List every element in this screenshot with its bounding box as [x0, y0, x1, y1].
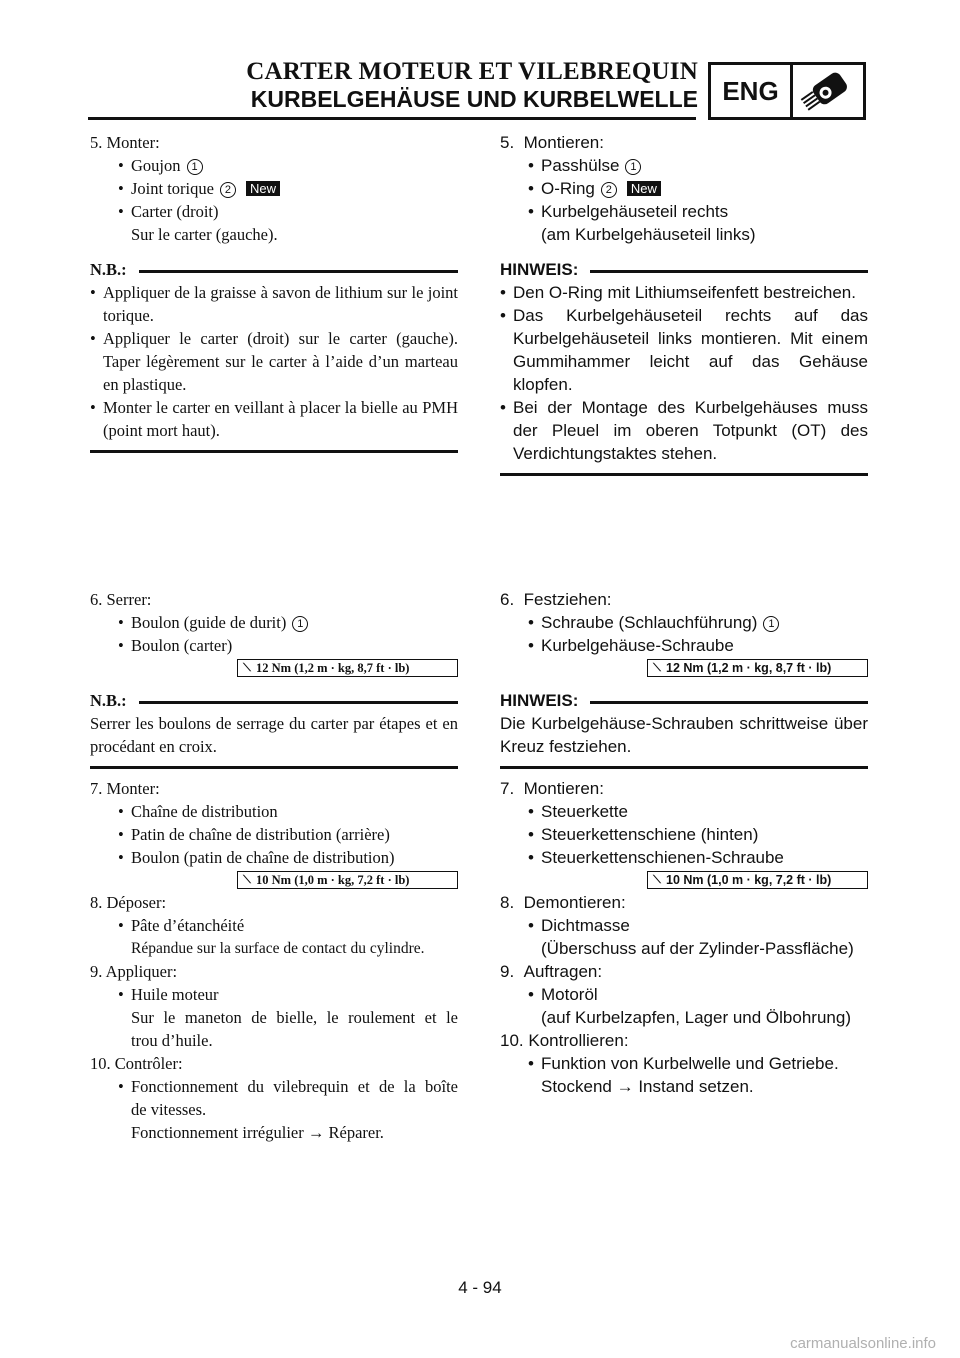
note-item: • Bei der Montage des Kurbelgehäuses muss der Pleuel im oberen Totpunkt (OT) des Verdichtungstaktes stehen. [500, 396, 868, 465]
de-note-2-end-rule [500, 766, 868, 769]
fr-step-9: 9. Appliquer: [90, 962, 178, 981]
fr-step-10-sub: Fonctionnement irrégulier → Réparer. [131, 1123, 384, 1142]
fr-step-5: 5. Monter: [90, 133, 160, 152]
de-step-9-sub: (auf Kurbelzapfen, Lager und Ölbohrung) [541, 1008, 851, 1027]
de-step-8-item: • Dichtmasse [500, 914, 868, 937]
note-item: • Den O-Ring mit Lithiumseifenfett bestreichen. [500, 281, 868, 304]
fr-step-6: 6. Serrer: [90, 590, 152, 609]
header-rule [88, 117, 696, 120]
torque-spec: ⟍ 12 Nm (1,2 m · kg, 8,7 ft · lb) [237, 659, 458, 677]
callout-1-icon: 1 [625, 159, 641, 175]
note-item: • Monter le carter en veillant à placer la bielle au PMH (point mort haut). [90, 396, 458, 442]
de-step-6: 6. Festziehen: [500, 590, 612, 609]
note-item: • Appliquer le carter (droit) sur le carter (gauche). Taper légèrement sur le carter à l’aide d’un marteau en plastique. [90, 327, 458, 396]
de-step-10-item: • Funktion von Kurbelwelle und Getriebe. [500, 1052, 868, 1075]
de-step-6-item: • Schraube (Schlauchführung) 1 [500, 611, 868, 634]
callout-2-icon: 2 [220, 182, 236, 198]
de-step-8: 8. Demontieren: [500, 893, 626, 912]
fr-note-1-body [90, 281, 458, 442]
fr-note-2-end-rule [90, 766, 458, 769]
torque-wrench-icon: ⟍ [653, 873, 661, 886]
fr-note-2-header: N.B.: [90, 689, 458, 712]
callout-1-icon: 1 [187, 159, 203, 175]
de-note-1-body [500, 281, 868, 465]
de-step-5-item: • Passhülse 1 [500, 154, 868, 177]
fr-block-1 [90, 131, 458, 453]
torque-spec: ⟍ 10 Nm (1,0 m · kg, 7,2 ft · lb) [647, 871, 868, 889]
callout-1-icon: 1 [763, 616, 779, 632]
torque-wrench-icon: ⟍ [653, 661, 661, 674]
de-step-9-item: • Motoröl [500, 983, 868, 1006]
fr-step-10: 10. Contrôler: [90, 1054, 183, 1073]
torque-wrench-icon: ⟍ [243, 873, 251, 886]
torque-wrench-icon: ⟍ [243, 661, 251, 674]
fr-step-9-item: • Huile moteur [90, 983, 458, 1006]
fr-step-7-item: • Patin de chaîne de distribution (arrière) [90, 823, 458, 846]
de-step-5-sub: (am Kurbelgehäuseteil links) [541, 225, 756, 244]
new-part-badge: New [246, 181, 280, 196]
fr-step-9-sub: Sur le maneton de bielle, le roulement et le [131, 1008, 458, 1027]
eng-label: ENG [711, 65, 793, 117]
fr-step-8-sub: Répandue sur la surface de contact du cylindre. [131, 940, 425, 957]
torque-spec: ⟍ 12 Nm (1,2 m · kg, 8,7 ft · lb) [647, 659, 868, 677]
de-step-5-item: • O-Ring 2 New [500, 177, 868, 200]
de-step-7-item: • Steuerkettenschiene (hinten) [500, 823, 868, 846]
de-step-7-item: • Steuerkettenschienen-Schraube [500, 846, 868, 869]
de-step-7-item: • Steuerkette [500, 800, 868, 823]
fr-note-1-end-rule [90, 450, 458, 453]
fr-step-8-item: • Pâte d’étanchéité [90, 914, 458, 937]
fr-note-2-body: Serrer les boulons de serrage du carter par étapes et en procédant en croix. [90, 714, 458, 756]
callout-1-icon: 1 [292, 616, 308, 632]
torque-spec: ⟍ 10 Nm (1,0 m · kg, 7,2 ft · lb) [237, 871, 458, 889]
callout-2-icon: 2 [601, 182, 617, 198]
page-number: 4 - 94 [458, 1278, 502, 1297]
fr-step-7-item: • Chaîne de distribution [90, 800, 458, 823]
fr-note-1-header: N.B.: [90, 258, 458, 281]
de-block-2 [500, 588, 868, 1098]
eng-badge [708, 62, 866, 120]
de-step-10: 10. Kontrollieren: [500, 1031, 629, 1050]
fr-step-5-sub: Sur le carter (gauche). [131, 225, 278, 244]
de-note-2-body: Die Kurbelgehäuse-Schrauben schrittweise über Kreuz festziehen. [500, 714, 868, 756]
de-note-1-header: HINWEIS: [500, 258, 868, 281]
de-step-7: 7. Montieren: [500, 779, 604, 798]
fr-step-5-item: • Carter (droit) [90, 200, 458, 223]
fr-step-10-item: • Fonctionnement du vilebrequin et de la boîte [90, 1075, 458, 1098]
de-block-1 [500, 131, 868, 476]
watermark: carmanualsonline.info [790, 1335, 936, 1352]
fr-step-9-sub: trou d’huile. [131, 1031, 213, 1050]
de-step-9: 9. Auftragen: [500, 962, 603, 981]
de-note-1-end-rule [500, 473, 868, 476]
note-item: • Appliquer de la graisse à savon de lithium sur le joint torique. [90, 281, 458, 327]
fr-step-6-item: • Boulon (guide de durit) 1 [90, 611, 458, 634]
fr-step-5-item: • Goujon 1 [90, 154, 458, 177]
header-title-fr: CARTER MOTEUR ET VILEBREQUIN [246, 58, 698, 85]
fr-step-6-item: • Boulon (carter) [90, 634, 458, 657]
de-step-10-sub: Stockend → Instand setzen. [541, 1077, 754, 1096]
fr-step-8: 8. Déposer: [90, 893, 167, 912]
fr-step-5-item: • Joint torique 2 New [90, 177, 458, 200]
de-step-5-item: • Kurbelgehäuseteil rechts [500, 200, 868, 223]
header-title-de: KURBELGEHÄUSE UND KURBELWELLE [250, 86, 698, 112]
new-part-badge: New [627, 181, 661, 196]
de-note-2-header: HINWEIS: [500, 689, 868, 712]
de-step-5: 5. Montieren: [500, 133, 604, 152]
fr-block-2 [90, 588, 458, 1144]
note-item: • Das Kurbelgehäuseteil rechts auf das Kurbelgehäuseteil links montieren. Mit einem Gummihammer leicht auf das Gehäuse klopfen. [500, 304, 868, 396]
de-step-8-sub: (Überschuss auf der Zylinder-Passfläche) [541, 939, 854, 958]
fr-step-10-item-cont: de vitesses. [131, 1100, 207, 1119]
de-step-6-item: • Kurbelgehäuse-Schraube [500, 634, 868, 657]
fr-step-7: 7. Monter: [90, 779, 160, 798]
fr-step-7-item: • Boulon (patin de chaîne de distribution) [90, 846, 458, 869]
engine-piston-icon [793, 65, 863, 117]
